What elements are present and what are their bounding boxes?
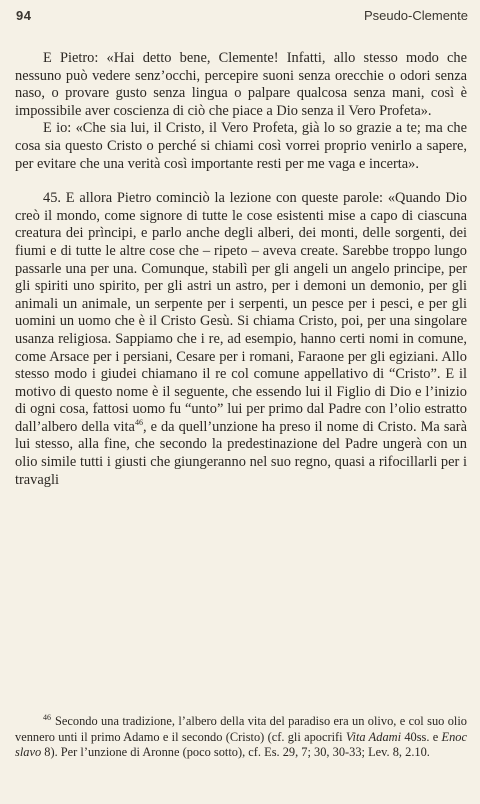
running-header <box>16 8 468 28</box>
footnote-reference[interactable]: 46 <box>134 418 143 428</box>
footnote-number: 46 <box>43 712 51 722</box>
paragraph-3-part-1: 45. E allora Pietro cominciò la lezione con queste parole: «Quando Dio creò il mondo, come signore di tutte le cose esistenti mise a capo di ciascuna creatura dei prìncipi, e parlo anche degli alberi, dei monti, delle sorgenti, dei fiumi e di tutte le altre cose che – ripeto – aveva create. Sarebbe troppo lungo passarle una per una. Comunque, stabilì per gli angeli un angelo principe, per gli spiriti uno spirito, per gli astri un astro, per i demoni un demonio, per gli animali un animale, un serpente per i serpenti, un pesce per i pesci, e per gli uomini un uomo che è il Cristo Gesù. Si chiama Cristo, poi, per una singolare usanza religiosa. Sappiamo che i re, ad esempio, hanno certi nomi in comune, come Arsace per i persiani, Cesare per i romani, Faraone per gli egiziani. Allo stesso modo i giudei chiamano il re col comune appellativo di “Cristo”. E il motivo di questo nome è il seguente, che essendo lui il Figlio di Dio e l’inizio di ogni cosa, fattosi uomo fu “unto” lui per primo dal Padre con l’olio estratto dall’albero della vita <box>15 190 467 435</box>
footnote-text <box>15 714 467 761</box>
paragraph-3-part-2: , e da quell’unzione ha preso il nome di Cristo. Ma sarà lui stesso, alla fine, che secondo la predestinazione del Padre ungerà con un olio simile tutti i giusti che giungeranno nel suo regno, quasi a rifocillarli per i travagli <box>15 418 467 488</box>
page-number: 94 <box>16 8 32 23</box>
paragraph-2: E io: «Che sia lui, il Cristo, il Vero Profeta, già lo so grazie a te; ma che cosa sia questo Cristo o perché si chiami così vorrei proprio venirlo a sapere, per evitare che una verità così importante resti per me vaga e incerta». <box>15 120 467 172</box>
paragraph-1: E Pietro: «Hai detto bene, Clemente! Infatti, allo stesso modo che nessuno può vedere senz’occhi, percepire suoni senza orecchie o odori senza naso, o provare gusto senza lingua o palpare qualcosa senza mani, così è impossibile aver coscienza di ciò che piace a Dio senza il Vero Profeta». <box>15 50 467 119</box>
footnote-text-1: Secondo una tradizione, l’albero della vita del paradiso era un olivo, e col suo olio vennero unti il primo Adamo e il secondo (Cristo) (cf. gli apocrifi <box>15 714 467 744</box>
footnote-title-vita-adami: Vita Adami <box>345 729 402 744</box>
footnote-text-3: 8). Per l’unzione di Aronne (poco sotto), cf. Es. 29, 7; 30, 30-33; Lev. 8, 2.10. <box>41 745 430 760</box>
main-text <box>15 50 467 489</box>
paragraph-3 <box>15 190 467 489</box>
running-title: Pseudo-Clemente <box>363 8 468 23</box>
footnote-text-2: 40ss. e <box>401 729 442 744</box>
footnote <box>15 714 467 761</box>
footnote-title-enoc-slavo: Enoc slavo <box>15 729 468 760</box>
